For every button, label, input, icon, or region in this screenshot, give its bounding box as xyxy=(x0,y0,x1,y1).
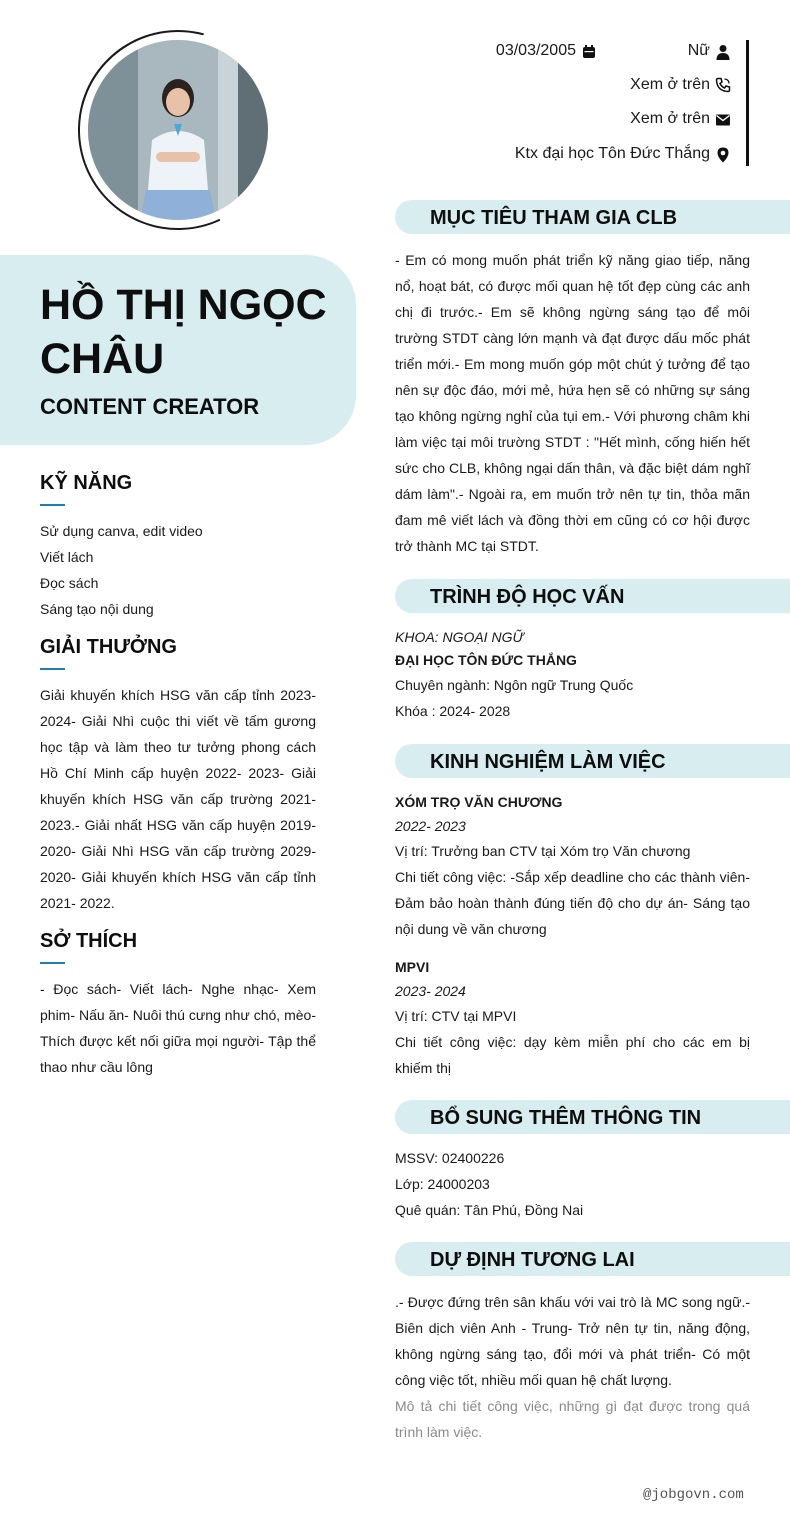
skill-item: Sử dụng canva, edit video xyxy=(40,523,203,539)
hobbies-section xyxy=(40,930,316,1080)
hobbies-heading: SỞ THÍCH xyxy=(40,930,138,952)
education-faculty: KHOA: NGOẠI NGỮ xyxy=(395,629,524,645)
birthdate-text: 03/03/2005 xyxy=(495,42,576,59)
full-name: HỒ THỊ NGỌC CHÂU xyxy=(40,281,327,383)
job-period: 2022- 2023 xyxy=(395,818,466,834)
hometown: Quê quán: Tân Phú, Đồng Nai xyxy=(395,1202,584,1218)
skills-heading: KỸ NĂNG xyxy=(40,472,133,494)
job-detail: Chi tiết công việc: -Sắp xếp deadline cho các thành viên- Đảm bảo hoàn thành đúng tiến độ cho dự án- Sáng tạo nội dung về văn chương xyxy=(395,869,750,937)
avatar-photo xyxy=(88,40,268,220)
skill-item: Viết lách xyxy=(40,549,94,565)
phone-text: Xem ở trên xyxy=(630,76,710,93)
gender-text: Nữ xyxy=(687,42,710,59)
heading-underline xyxy=(40,962,65,964)
hobbies-text: - Đọc sách- Viết lách- Nghe nhạc- Xem phim- Nấu ăn- Nuôi thú cưng như chó, mèo- Thích được kết nối giữa mọi người- Tập thể thao như cầu lông xyxy=(40,981,316,1075)
avatar xyxy=(88,40,268,220)
email-text: Xem ở trên xyxy=(630,110,710,127)
heading-underline xyxy=(40,668,65,670)
experience-section xyxy=(395,790,750,1081)
envelope-icon xyxy=(715,112,731,128)
objective-heading: MỤC TIÊU THAM GIA CLB xyxy=(430,207,678,229)
education-section xyxy=(395,625,750,724)
watermark: @jobgovn.com xyxy=(643,1487,744,1503)
objective-section xyxy=(395,247,750,559)
skill-item: Đọc sách xyxy=(40,575,99,591)
heading-underline xyxy=(40,504,65,506)
job-title: CONTENT CREATOR xyxy=(40,394,260,419)
skills-section xyxy=(40,472,316,622)
experience-heading: KINH NGHIỆM LÀM VIỆC xyxy=(430,751,666,773)
calendar-icon xyxy=(581,44,597,60)
contact-divider xyxy=(746,40,749,166)
objective-text: - Em có mong muốn phát triển kỹ năng giao tiếp, năng nổ, hoạt bát, có được mối quan hệ tốt đẹp cùng các anh chị đi trước.- Em sẽ không ngừng sáng tạo để môi trường STDT càng lớn mạnh và đạt được dấu mốc phát triển mới.- Em mong muốn góp một chút ý tưởng để tạo nên sự độc đáo, mới mẻ, hứa hẹn sẽ có những sự sáng tạo không ngừng nghỉ của tụi em.- Với phương châm khi làm việc tại môi trường STDT : "Hết mình, cống hiến hết sức cho CLB, không ngại dấn thân, và đặc biệt dám nghĩ dám làm".- Ngoài ra, em muốn trở nên tự tin, thỏa mãn đam mê viết lách và đồng thời em cũng có cơ hội được trở thành MC tại STDT. xyxy=(395,252,750,554)
future-placeholder: Mô tả chi tiết công việc, những gì đạt được trong quá trình làm việc. xyxy=(395,1398,750,1440)
awards-section xyxy=(40,636,316,916)
job-org: XÓM TRỌ VĂN CHƯƠNG xyxy=(395,794,563,810)
student-id: MSSV: 02400226 xyxy=(395,1150,505,1166)
job-period: 2023- 2024 xyxy=(395,983,466,999)
future-section xyxy=(395,1289,750,1445)
future-text: .- Được đứng trên sân khấu với vai trò là MC song ngữ.- Biên dịch viên Anh - Trung- Trở nên tự tin, năng động, không ngừng sáng tạo, đổi mới và phát triển- Có một công việc tốt, nhiều mối quan hệ chất lượng. xyxy=(395,1294,750,1388)
education-major: Chuyên ngành: Ngôn ngữ Trung Quốc xyxy=(395,677,634,693)
phone-icon xyxy=(715,77,731,93)
education-course: Khóa : 2024- 2028 xyxy=(395,703,511,719)
job-detail: Chi tiết công việc: dạy kèm miễn phí cho các em bị khiếm thị xyxy=(395,1034,750,1076)
education-school: ĐẠI HỌC TÔN ĐỨC THẮNG xyxy=(395,652,577,668)
additional-heading: BỔ SUNG THÊM THÔNG TIN xyxy=(430,1107,702,1129)
additional-section xyxy=(395,1145,750,1223)
class-code: Lớp: 24000203 xyxy=(395,1176,490,1192)
awards-text: Giải khuyến khích HSG văn cấp tỉnh 2023- 2024- Giải Nhì cuộc thi viết về tấm gương học tập và làm theo tư tưởng phong cách Hồ Chí Minh cấp huyện 2022- 2023- Giải khuyến khích HSG văn cấp trường 2021- 2023.- Giải nhất HSG văn cấp huyện 2019- 2020- Giải Nhì HSG văn cấp trường 2029- 2020- Giải khuyến khích HSG văn cấp tỉnh 2021- 2022. xyxy=(40,687,316,911)
future-heading: DỰ ĐỊNH TƯƠNG LAI xyxy=(430,1249,635,1271)
location-pin-icon xyxy=(715,147,731,163)
job-org: MPVI xyxy=(395,959,430,975)
skill-item: Sáng tạo nội dung xyxy=(40,601,154,617)
person-icon xyxy=(715,44,731,60)
job-position: Vị trí: CTV tại MPVI xyxy=(395,1008,517,1024)
education-heading: TRÌNH ĐỘ HỌC VẤN xyxy=(430,586,625,608)
job-position: Vị trí: Trưởng ban CTV tại Xóm trọ Văn chương xyxy=(395,843,691,859)
address-text: Ktx đại học Tôn Đức Thắng xyxy=(514,145,710,162)
awards-heading: GIẢI THƯỞNG xyxy=(40,636,177,658)
